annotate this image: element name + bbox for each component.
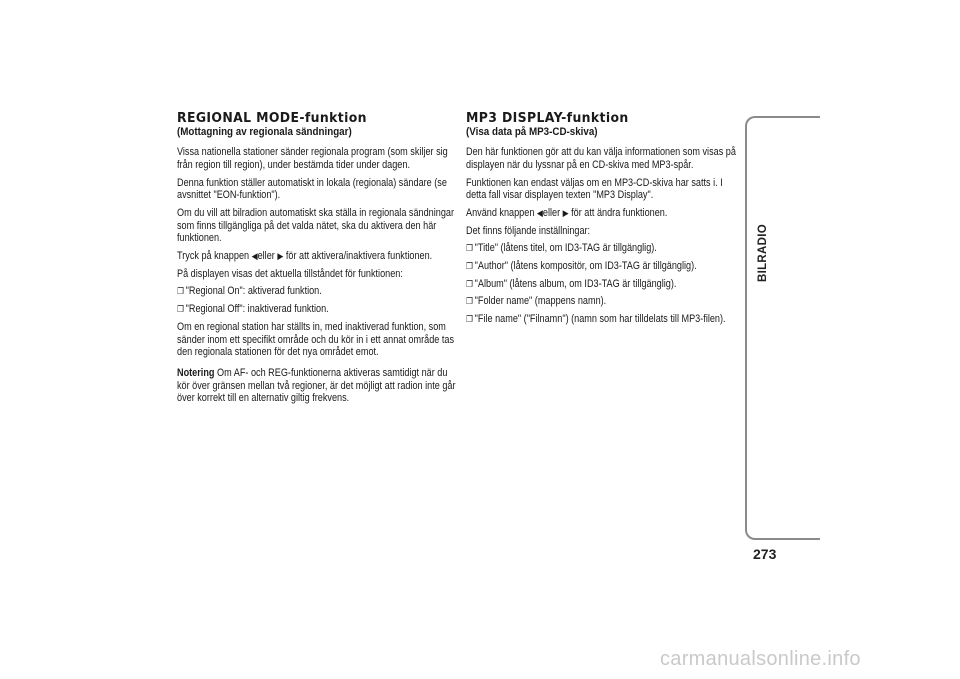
list-item bbox=[177, 303, 456, 316]
regional-mode-heading: REGIONAL MODE-funktion bbox=[177, 111, 367, 126]
checkbox-bullet-icon: ❐ bbox=[177, 304, 184, 315]
text-segment: Använd knappen bbox=[466, 206, 535, 219]
note-label: Notering bbox=[177, 366, 215, 379]
paragraph: Funktionen kan endast väljas om en MP3-CD-skiva har satts i. I detta fall visar displayen texten "MP3 Display". bbox=[466, 176, 723, 202]
list-item bbox=[466, 313, 744, 326]
list-item bbox=[177, 285, 456, 298]
list-item-text: "Regional Off": inaktiverad funktion. bbox=[185, 303, 329, 316]
checkbox-bullet-icon: ❐ bbox=[466, 296, 473, 307]
paragraph: Det finns följande inställningar: bbox=[466, 224, 591, 237]
paragraph: Denna funktion ställer automatiskt in lokala (regionala) sändare (se avsnittet "EON-funktion"). bbox=[177, 176, 447, 202]
checkbox-bullet-icon: ❐ bbox=[466, 243, 473, 254]
right-column bbox=[466, 112, 744, 331]
right-arrow-icon: ▶ bbox=[277, 251, 284, 262]
list-item-text: "Author" (låtens kompositör, om ID3-TAG är tillgänglig). bbox=[474, 260, 697, 273]
checkbox-bullet-icon: ❐ bbox=[466, 314, 473, 325]
paragraph: Den här funktionen gör att du kan välja informationen som visas på displayen när du lyssnar på en CD-skiva med MP3-spår. bbox=[466, 146, 736, 171]
note-paragraph bbox=[177, 367, 456, 405]
checkbox-bullet-icon: ❐ bbox=[466, 261, 473, 272]
list-item-text: "Title" (låtens titel, om ID3-TAG är tillgänglig). bbox=[474, 242, 657, 255]
text-segment: eller bbox=[257, 250, 275, 263]
paragraph-buttons bbox=[177, 250, 456, 263]
text-segment: eller bbox=[542, 206, 561, 219]
list-item-text: "Folder name" (mappens namn). bbox=[474, 295, 607, 308]
section-label: BILRADIO bbox=[757, 224, 769, 282]
list-item bbox=[466, 260, 744, 273]
paragraph: Vissa nationella stationer sänder regionala program (som skiljer sig från region till region), under bestämda tider under dagen. bbox=[177, 146, 448, 171]
checkbox-bullet-icon: ❐ bbox=[466, 278, 473, 289]
left-arrow-icon: ◀ bbox=[251, 251, 258, 262]
regional-mode-subheading: (Mottagning av regionala sändningar) bbox=[177, 126, 352, 139]
text-segment: för att ändra funktionen. bbox=[571, 206, 668, 219]
text-segment: för att aktivera/inaktivera funktionen. bbox=[285, 250, 433, 263]
list-item-text: "Album" (låtens album, om ID3-TAG är tillgänglig). bbox=[474, 277, 677, 290]
right-arrow-icon: ▶ bbox=[562, 207, 569, 218]
watermark: carmanualsonline.info bbox=[660, 648, 861, 670]
list-item bbox=[466, 242, 744, 255]
paragraph: Om en regional station har ställts in, med inaktiverad funktion, som sänder inom ett specifikt område och du kör in i ett annat område tas den regionala stationen för det nya området emot. bbox=[177, 320, 455, 359]
paragraph-buttons bbox=[466, 207, 744, 220]
list-item-text: "Regional On": aktiverad funktion. bbox=[185, 285, 322, 298]
mp3-display-heading: MP3 DISPLAY-funktion bbox=[466, 111, 629, 126]
page-number: 273 bbox=[753, 546, 777, 562]
section-margin-rule bbox=[745, 116, 820, 540]
list-item bbox=[466, 295, 744, 308]
note-text: Om AF- och REG-funktionerna aktiveras samtidigt när du kör över gränsen mellan två regioner, är det möjligt att radion inte går över korrekt till en alternativ giltig frekvens. bbox=[177, 366, 456, 405]
list-item bbox=[466, 278, 744, 291]
list-item-text: "File name" ("Filnamn") (namn som har tilldelats till MP3-filen). bbox=[474, 313, 726, 326]
paragraph: Om du vill att bilradion automatiskt ska ställa in regionala sändningar som finns tillgängliga på det valda nätet, ska du aktivera den här funktionen. bbox=[177, 206, 455, 245]
mp3-display-subheading: (Visa data på MP3-CD-skiva) bbox=[466, 126, 598, 139]
left-arrow-icon: ◀ bbox=[536, 207, 543, 218]
left-column bbox=[177, 112, 456, 410]
paragraph: På displayen visas det aktuella tillståndet för funktionen: bbox=[177, 267, 403, 280]
checkbox-bullet-icon: ❐ bbox=[177, 286, 184, 297]
text-segment: Tryck på knappen bbox=[177, 250, 250, 263]
